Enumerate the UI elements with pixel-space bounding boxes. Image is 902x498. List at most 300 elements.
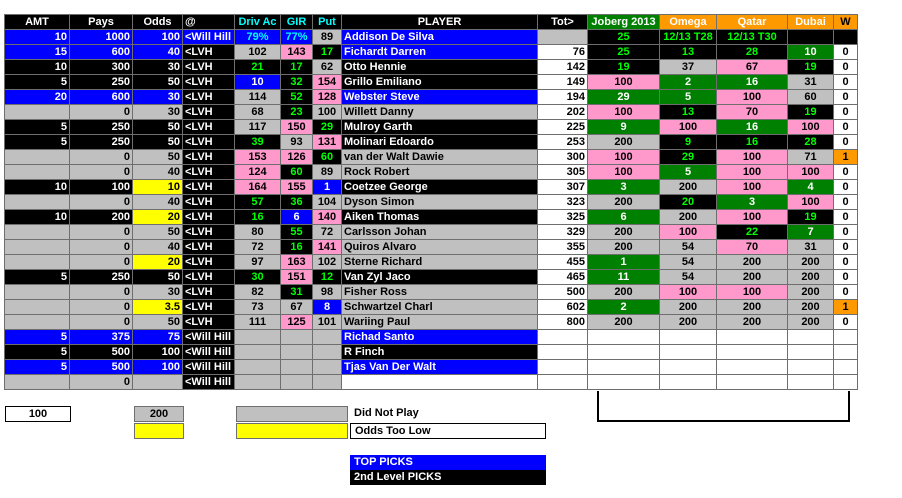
joberg-cell[interactable]: 200 [588, 285, 660, 300]
odds-cell[interactable] [133, 375, 183, 390]
pays-cell[interactable]: 100 [70, 180, 133, 195]
total-cell[interactable]: 149 [538, 75, 588, 90]
book-cell[interactable]: <LVH [183, 120, 235, 135]
odds-cell[interactable]: 30 [133, 60, 183, 75]
pays-cell[interactable]: 0 [70, 225, 133, 240]
w-cell[interactable]: 0 [834, 195, 858, 210]
player-name-cell[interactable]: Tjas Van Der Walt [342, 360, 538, 375]
gir-cell[interactable]: 32 [281, 75, 313, 90]
pays-cell[interactable]: 250 [70, 120, 133, 135]
amt-cell[interactable] [5, 240, 70, 255]
omega-cell[interactable]: 13 [660, 105, 717, 120]
driving-accuracy-cell[interactable]: 111 [235, 315, 281, 330]
dubai-cell[interactable] [788, 345, 834, 360]
total-cell[interactable]: 800 [538, 315, 588, 330]
putting-cell[interactable]: 62 [313, 60, 342, 75]
w-cell[interactable]: 0 [834, 315, 858, 330]
player-header[interactable]: PLAYER [342, 15, 538, 30]
amt-cell[interactable]: 10 [5, 60, 70, 75]
total-cell[interactable]: 300 [538, 150, 588, 165]
book-cell[interactable]: <LVH [183, 90, 235, 105]
gir-cell[interactable]: 6 [281, 210, 313, 225]
w-cell[interactable] [834, 360, 858, 375]
joberg-cell[interactable]: 100 [588, 150, 660, 165]
w-cell[interactable]: 0 [834, 90, 858, 105]
amt-cell[interactable] [5, 285, 70, 300]
joberg-cell[interactable] [588, 345, 660, 360]
dubai-cell[interactable]: 31 [788, 75, 834, 90]
book-header[interactable]: @ [183, 15, 235, 30]
qatar-cell[interactable]: 100 [717, 285, 788, 300]
driving-accuracy-cell[interactable]: 102 [235, 45, 281, 60]
dubai-cell[interactable]: 60 [788, 90, 834, 105]
joberg-cell[interactable]: 100 [588, 165, 660, 180]
book-cell[interactable]: <LVH [183, 75, 235, 90]
amt-cell[interactable]: 5 [5, 330, 70, 345]
odds-cell[interactable]: 30 [133, 285, 183, 300]
book-cell[interactable]: <Will Hill [183, 30, 235, 45]
w-cell[interactable] [834, 345, 858, 360]
putting-cell[interactable]: 60 [313, 150, 342, 165]
odds-cell[interactable]: 100 [133, 30, 183, 45]
book-cell[interactable]: <LVH [183, 60, 235, 75]
omega-cell[interactable]: 12/13 T28 [660, 30, 717, 45]
player-name-cell[interactable]: Rock Robert [342, 165, 538, 180]
putting-cell[interactable]: 29 [313, 120, 342, 135]
qatar-cell[interactable]: 67 [717, 60, 788, 75]
odds-cell[interactable]: 40 [133, 165, 183, 180]
book-cell[interactable]: <LVH [183, 165, 235, 180]
dubai-header[interactable]: Dubai [788, 15, 834, 30]
omega-cell[interactable]: 5 [660, 165, 717, 180]
pays-cell[interactable]: 0 [70, 300, 133, 315]
odds-cell[interactable]: 10 [133, 180, 183, 195]
book-cell[interactable]: <LVH [183, 240, 235, 255]
player-name-cell[interactable] [342, 375, 538, 390]
driving-accuracy-cell[interactable]: 80 [235, 225, 281, 240]
amt-cell[interactable] [5, 165, 70, 180]
amt-cell[interactable] [5, 375, 70, 390]
omega-cell[interactable]: 9 [660, 135, 717, 150]
driving-accuracy-cell[interactable]: 97 [235, 255, 281, 270]
w-cell[interactable]: 0 [834, 210, 858, 225]
book-cell[interactable]: <Will Hill [183, 345, 235, 360]
w-cell[interactable]: 0 [834, 120, 858, 135]
player-name-cell[interactable]: Sterne Richard [342, 255, 538, 270]
player-name-cell[interactable]: Wariing Paul [342, 315, 538, 330]
pays-cell[interactable]: 600 [70, 45, 133, 60]
qatar-cell[interactable]: 28 [717, 45, 788, 60]
joberg-2013-header[interactable]: Joberg 2013 [588, 15, 660, 30]
book-cell[interactable]: <LVH [183, 45, 235, 60]
odds-cell[interactable]: 50 [133, 225, 183, 240]
pays-cell[interactable]: 0 [70, 375, 133, 390]
total-cell[interactable]: 329 [538, 225, 588, 240]
pays-cell[interactable]: 0 [70, 105, 133, 120]
total-cell[interactable]: 323 [538, 195, 588, 210]
player-name-cell[interactable]: R Finch [342, 345, 538, 360]
gir-cell[interactable]: 126 [281, 150, 313, 165]
odds-cell[interactable]: 50 [133, 150, 183, 165]
driving-accuracy-cell[interactable]: 68 [235, 105, 281, 120]
putting-cell[interactable]: 104 [313, 195, 342, 210]
driving-accuracy-cell[interactable]: 73 [235, 300, 281, 315]
driving-accuracy-header[interactable]: Driv Ac [235, 15, 281, 30]
qatar-cell[interactable]: 200 [717, 270, 788, 285]
driving-accuracy-cell[interactable]: 79% [235, 30, 281, 45]
total-cell[interactable]: 355 [538, 240, 588, 255]
player-name-cell[interactable]: Molinari Edoardo [342, 135, 538, 150]
joberg-cell[interactable]: 9 [588, 120, 660, 135]
joberg-cell[interactable]: 200 [588, 225, 660, 240]
driving-accuracy-cell[interactable]: 72 [235, 240, 281, 255]
putting-cell[interactable]: 98 [313, 285, 342, 300]
amt-cell[interactable]: 5 [5, 135, 70, 150]
player-name-cell[interactable]: Otto Hennie [342, 60, 538, 75]
joberg-cell[interactable] [588, 360, 660, 375]
joberg-cell[interactable]: 100 [588, 75, 660, 90]
total-cell[interactable]: 253 [538, 135, 588, 150]
pays-cell[interactable]: 500 [70, 360, 133, 375]
w-header[interactable]: W [834, 15, 858, 30]
driving-accuracy-cell[interactable]: 124 [235, 165, 281, 180]
total-cell[interactable]: 465 [538, 270, 588, 285]
total-header[interactable]: Tot> [538, 15, 588, 30]
driving-accuracy-cell[interactable] [235, 360, 281, 375]
omega-cell[interactable]: 200 [660, 210, 717, 225]
driving-accuracy-cell[interactable]: 16 [235, 210, 281, 225]
omega-cell[interactable]: 37 [660, 60, 717, 75]
dubai-cell[interactable]: 200 [788, 315, 834, 330]
pays-cell[interactable]: 0 [70, 240, 133, 255]
driving-accuracy-cell[interactable]: 21 [235, 60, 281, 75]
dubai-cell[interactable]: 100 [788, 120, 834, 135]
qatar-cell[interactable]: 22 [717, 225, 788, 240]
dubai-cell[interactable]: 71 [788, 150, 834, 165]
book-cell[interactable]: <LVH [183, 180, 235, 195]
qatar-cell[interactable] [717, 360, 788, 375]
dubai-cell[interactable]: 200 [788, 270, 834, 285]
gir-cell[interactable] [281, 375, 313, 390]
putting-cell[interactable]: 140 [313, 210, 342, 225]
w-cell[interactable]: 0 [834, 285, 858, 300]
odds-cell[interactable]: 3.5 [133, 300, 183, 315]
omega-cell[interactable]: 54 [660, 270, 717, 285]
joberg-cell[interactable]: 25 [588, 30, 660, 45]
amt-cell[interactable] [5, 255, 70, 270]
joberg-cell[interactable]: 200 [588, 315, 660, 330]
total-cell[interactable]: 305 [538, 165, 588, 180]
total-cell[interactable] [538, 375, 588, 390]
dubai-cell[interactable]: 19 [788, 60, 834, 75]
omega-cell[interactable]: 29 [660, 150, 717, 165]
joberg-cell[interactable]: 11 [588, 270, 660, 285]
player-name-cell[interactable]: Willett Danny [342, 105, 538, 120]
gir-cell[interactable]: 125 [281, 315, 313, 330]
total-cell[interactable]: 202 [538, 105, 588, 120]
amt-cell[interactable]: 5 [5, 75, 70, 90]
gir-cell[interactable] [281, 330, 313, 345]
dubai-cell[interactable]: 200 [788, 300, 834, 315]
gir-cell[interactable]: 55 [281, 225, 313, 240]
total-cell[interactable]: 455 [538, 255, 588, 270]
player-name-cell[interactable]: Webster Steve [342, 90, 538, 105]
amt-cell[interactable] [5, 315, 70, 330]
gir-cell[interactable] [281, 360, 313, 375]
omega-cell[interactable]: 200 [660, 300, 717, 315]
dubai-cell[interactable]: 28 [788, 135, 834, 150]
player-name-cell[interactable]: Fichardt Darren [342, 45, 538, 60]
driving-accuracy-cell[interactable]: 82 [235, 285, 281, 300]
book-cell[interactable]: <LVH [183, 255, 235, 270]
amt-cell[interactable] [5, 195, 70, 210]
player-name-cell[interactable]: Schwartzel Charl [342, 300, 538, 315]
omega-cell[interactable]: 20 [660, 195, 717, 210]
putting-cell[interactable]: 72 [313, 225, 342, 240]
joberg-cell[interactable]: 19 [588, 60, 660, 75]
qatar-cell[interactable]: 200 [717, 300, 788, 315]
amt-cell[interactable] [5, 105, 70, 120]
amt-cell[interactable] [5, 225, 70, 240]
dubai-cell[interactable] [788, 30, 834, 45]
putting-cell[interactable]: 89 [313, 165, 342, 180]
total-cell[interactable]: 325 [538, 210, 588, 225]
player-name-cell[interactable]: Fisher Ross [342, 285, 538, 300]
book-cell[interactable]: <LVH [183, 225, 235, 240]
odds-header[interactable]: Odds [133, 15, 183, 30]
gir-cell[interactable]: 36 [281, 195, 313, 210]
odds-cell[interactable]: 50 [133, 75, 183, 90]
qatar-cell[interactable]: 100 [717, 150, 788, 165]
total-cell[interactable]: 76 [538, 45, 588, 60]
dubai-cell[interactable]: 31 [788, 240, 834, 255]
joberg-cell[interactable]: 1 [588, 255, 660, 270]
qatar-cell[interactable]: 16 [717, 75, 788, 90]
amt-cell[interactable]: 5 [5, 360, 70, 375]
joberg-cell[interactable] [588, 375, 660, 390]
putting-cell[interactable]: 12 [313, 270, 342, 285]
amt-cell[interactable]: 5 [5, 120, 70, 135]
odds-cell[interactable]: 50 [133, 120, 183, 135]
joberg-cell[interactable]: 100 [588, 105, 660, 120]
pays-cell[interactable]: 1000 [70, 30, 133, 45]
putting-cell[interactable]: 141 [313, 240, 342, 255]
pays-header[interactable]: Pays [70, 15, 133, 30]
book-cell[interactable]: <LVH [183, 105, 235, 120]
total-cell[interactable]: 194 [538, 90, 588, 105]
pays-cell[interactable]: 0 [70, 195, 133, 210]
w-cell[interactable]: 0 [834, 240, 858, 255]
pays-cell[interactable]: 300 [70, 60, 133, 75]
qatar-cell[interactable] [717, 375, 788, 390]
qatar-cell[interactable]: 200 [717, 255, 788, 270]
qatar-cell[interactable]: 3 [717, 195, 788, 210]
driving-accuracy-cell[interactable] [235, 330, 281, 345]
odds-cell[interactable]: 30 [133, 105, 183, 120]
book-cell[interactable]: <LVH [183, 270, 235, 285]
omega-cell[interactable]: 13 [660, 45, 717, 60]
dubai-cell[interactable]: 100 [788, 195, 834, 210]
total-cell[interactable] [538, 30, 588, 45]
w-cell[interactable] [834, 330, 858, 345]
book-cell[interactable]: <LVH [183, 135, 235, 150]
driving-accuracy-cell[interactable]: 114 [235, 90, 281, 105]
pays-cell[interactable]: 0 [70, 150, 133, 165]
gir-cell[interactable]: 16 [281, 240, 313, 255]
amt-cell[interactable]: 20 [5, 90, 70, 105]
putting-cell[interactable]: 128 [313, 90, 342, 105]
qatar-cell[interactable]: 100 [717, 90, 788, 105]
pays-cell[interactable]: 0 [70, 165, 133, 180]
player-name-cell[interactable]: Mulroy Garth [342, 120, 538, 135]
amt-cell[interactable]: 10 [5, 180, 70, 195]
driving-accuracy-cell[interactable]: 117 [235, 120, 281, 135]
pays-cell[interactable]: 200 [70, 210, 133, 225]
gir-cell[interactable]: 143 [281, 45, 313, 60]
dubai-cell[interactable]: 4 [788, 180, 834, 195]
w-cell[interactable]: 0 [834, 225, 858, 240]
gir-cell[interactable]: 77% [281, 30, 313, 45]
player-name-cell[interactable]: Addison De Silva [342, 30, 538, 45]
gir-cell[interactable] [281, 345, 313, 360]
joberg-cell[interactable]: 29 [588, 90, 660, 105]
total-cell[interactable] [538, 360, 588, 375]
putting-cell[interactable]: 154 [313, 75, 342, 90]
qatar-cell[interactable]: 16 [717, 120, 788, 135]
amt-total-cell[interactable]: 100 [5, 406, 71, 422]
player-name-cell[interactable]: Richad Santo [342, 330, 538, 345]
pays-cell[interactable]: 250 [70, 75, 133, 90]
omega-cell[interactable]: 200 [660, 180, 717, 195]
w-cell[interactable]: 1 [834, 150, 858, 165]
odds-cell[interactable]: 40 [133, 45, 183, 60]
w-cell[interactable]: 0 [834, 105, 858, 120]
pays-cell[interactable]: 0 [70, 285, 133, 300]
driving-accuracy-cell[interactable] [235, 375, 281, 390]
amt-cell[interactable] [5, 150, 70, 165]
amt-cell[interactable]: 15 [5, 45, 70, 60]
qatar-header[interactable]: Qatar [717, 15, 788, 30]
gir-cell[interactable]: 155 [281, 180, 313, 195]
omega-cell[interactable]: 100 [660, 120, 717, 135]
total-cell[interactable] [538, 330, 588, 345]
driving-accuracy-cell[interactable]: 30 [235, 270, 281, 285]
putting-cell[interactable]: 131 [313, 135, 342, 150]
book-cell[interactable]: <LVH [183, 285, 235, 300]
book-cell[interactable]: <LVH [183, 210, 235, 225]
odds-cell[interactable]: 20 [133, 210, 183, 225]
odds-cell[interactable]: 100 [133, 345, 183, 360]
odds-cell[interactable]: 40 [133, 195, 183, 210]
dubai-cell[interactable]: 200 [788, 285, 834, 300]
qatar-cell[interactable]: 16 [717, 135, 788, 150]
driving-accuracy-cell[interactable] [235, 345, 281, 360]
gir-cell[interactable]: 52 [281, 90, 313, 105]
odds-total-cell[interactable]: 200 [134, 406, 184, 422]
omega-cell[interactable]: 100 [660, 225, 717, 240]
w-cell[interactable]: 0 [834, 135, 858, 150]
joberg-cell[interactable] [588, 330, 660, 345]
gir-cell[interactable]: 163 [281, 255, 313, 270]
w-cell[interactable]: 0 [834, 60, 858, 75]
gir-cell[interactable]: 150 [281, 120, 313, 135]
gir-cell[interactable]: 23 [281, 105, 313, 120]
w-cell[interactable] [834, 375, 858, 390]
odds-cell[interactable]: 50 [133, 270, 183, 285]
dubai-cell[interactable]: 19 [788, 210, 834, 225]
putting-cell[interactable]: 17 [313, 45, 342, 60]
total-cell[interactable] [538, 345, 588, 360]
w-cell[interactable]: 1 [834, 300, 858, 315]
dubai-cell[interactable]: 200 [788, 255, 834, 270]
joberg-cell[interactable]: 2 [588, 300, 660, 315]
pays-cell[interactable]: 600 [70, 90, 133, 105]
omega-cell[interactable]: 5 [660, 90, 717, 105]
gir-cell[interactable]: 151 [281, 270, 313, 285]
putting-cell[interactable] [313, 345, 342, 360]
odds-cell[interactable]: 50 [133, 135, 183, 150]
omega-cell[interactable]: 100 [660, 285, 717, 300]
joberg-cell[interactable]: 200 [588, 240, 660, 255]
amt-cell[interactable]: 5 [5, 345, 70, 360]
amt-cell[interactable]: 10 [5, 210, 70, 225]
omega-cell[interactable] [660, 330, 717, 345]
putting-cell[interactable]: 1 [313, 180, 342, 195]
dubai-cell[interactable] [788, 330, 834, 345]
player-name-cell[interactable]: Aiken Thomas [342, 210, 538, 225]
qatar-cell[interactable]: 100 [717, 165, 788, 180]
player-name-cell[interactable]: Coetzee George [342, 180, 538, 195]
book-cell[interactable]: <LVH [183, 150, 235, 165]
putting-cell[interactable] [313, 375, 342, 390]
amt-cell[interactable]: 5 [5, 270, 70, 285]
dubai-cell[interactable]: 7 [788, 225, 834, 240]
putting-cell[interactable] [313, 330, 342, 345]
qatar-cell[interactable]: 12/13 T30 [717, 30, 788, 45]
book-cell[interactable]: <LVH [183, 300, 235, 315]
amt-header[interactable]: AMT [5, 15, 70, 30]
amt-cell[interactable] [5, 300, 70, 315]
w-cell[interactable]: 0 [834, 165, 858, 180]
qatar-cell[interactable] [717, 330, 788, 345]
w-cell[interactable] [834, 30, 858, 45]
putting-cell[interactable]: 89 [313, 30, 342, 45]
total-cell[interactable]: 225 [538, 120, 588, 135]
amt-cell[interactable]: 10 [5, 30, 70, 45]
player-name-cell[interactable]: Van Zyl Jaco [342, 270, 538, 285]
dubai-cell[interactable]: 10 [788, 45, 834, 60]
omega-cell[interactable]: 2 [660, 75, 717, 90]
book-cell[interactable]: <Will Hill [183, 330, 235, 345]
joberg-cell[interactable]: 25 [588, 45, 660, 60]
qatar-cell[interactable]: 200 [717, 315, 788, 330]
w-cell[interactable]: 0 [834, 255, 858, 270]
pays-cell[interactable]: 0 [70, 255, 133, 270]
total-cell[interactable]: 602 [538, 300, 588, 315]
w-cell[interactable]: 0 [834, 75, 858, 90]
player-name-cell[interactable]: Quiros Alvaro [342, 240, 538, 255]
omega-header[interactable]: Omega [660, 15, 717, 30]
pays-cell[interactable]: 500 [70, 345, 133, 360]
joberg-cell[interactable]: 200 [588, 195, 660, 210]
w-cell[interactable]: 0 [834, 45, 858, 60]
book-cell[interactable]: <LVH [183, 315, 235, 330]
odds-cell[interactable]: 40 [133, 240, 183, 255]
omega-cell[interactable]: 200 [660, 315, 717, 330]
pays-cell[interactable]: 375 [70, 330, 133, 345]
qatar-cell[interactable]: 100 [717, 210, 788, 225]
gir-cell[interactable]: 17 [281, 60, 313, 75]
